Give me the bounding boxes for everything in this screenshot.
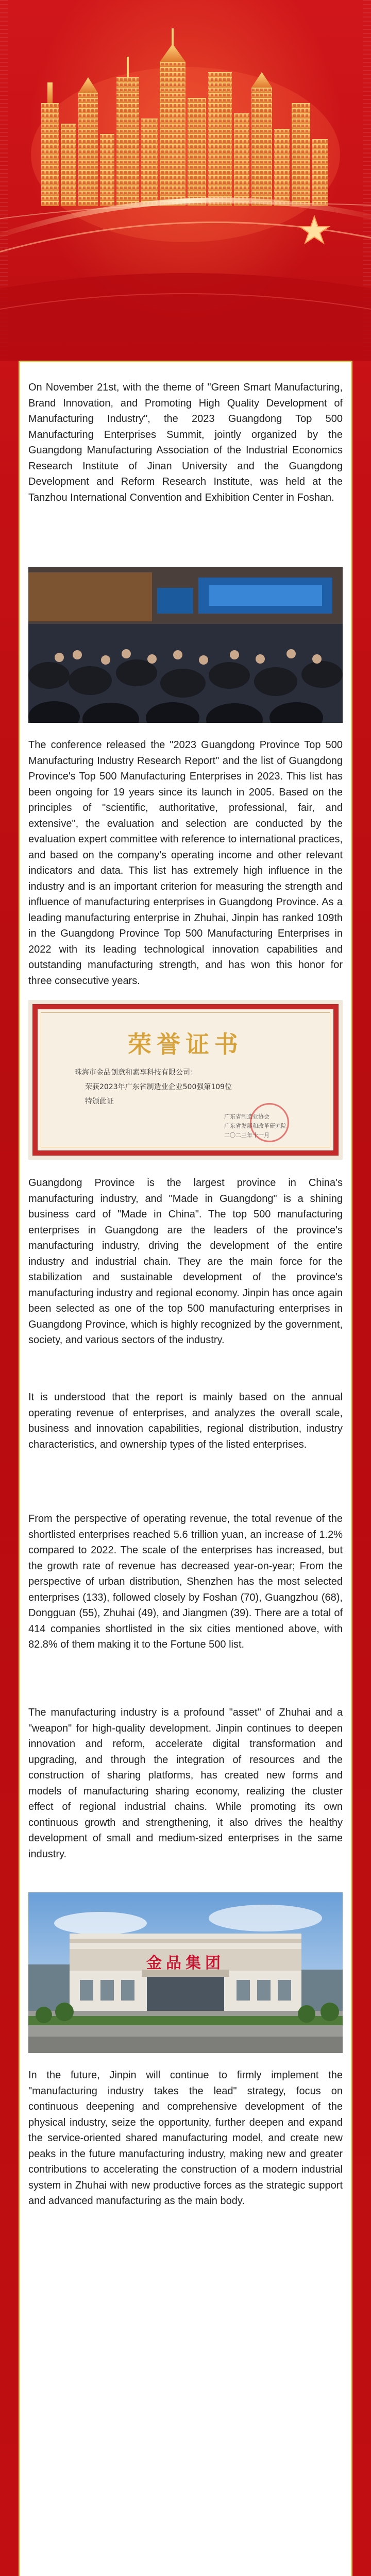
paragraph-report-basis: It is understood that the report is mainly based on the annual operating revenue of enterprises, and analyzes the overall scale, business and innovation capabilities, regional distribution, industry characteristics, and ownership types of the listed enterprises.: [28, 1392, 343, 1450]
header-art: [0, 0, 371, 361]
certificate-line-1: 珠海市金品创意和素享科技有限公司：: [75, 1069, 197, 1077]
building-sign-text: 金品集团: [146, 1954, 225, 1972]
paragraph-guangdong-industry: Guangdong Province is the largest province in China's manufacturing industry, and "Made in Guangdong" is a shining business card of "Made in China". The top 500 manufacturing enterprises in Guangdong are the leaders of the province's manufacturing industry, driving the development of the entire industry and industrial chain. They are the main force for the stabilization and sustainable development of the province's manufacturing industry and regional economy. Jinpin has once again been selected as one of the top 500 manufacturing enterprises in Guangdong Province, which is highly recognized by the government, society, and various sectors of the industry.: [28, 1177, 343, 1346]
paragraph-list-release: The conference released the "2023 Guangdong Province Top 500 Manufacturing Industry Research Report" and the list of Guangdong Province's Top 500 Manufacturing Enterprises in 2023. This list has been ongoing for 19 years since its launch in 2005. Based on the principles of "scientific, authoritative, professional, fair, and extensive", the evaluation and selection are conducted by the evaluation expert committee with reference to international practices, and based on the company's operating income and other relevant indicators and data. This list has extremely high influence in the industry and is an important criterion for measuring the strength and influence of manufacturing enterprises in Guangdong Province. As a leading manufacturing enterprise in Zhuhai, Jinpin has ranked 109th in the Guangdong Province Top 500 Manufacturing Enterprises in 2022 with its leading technological innovation capabilities and outstanding manufacturing strength, and has won this honor for three consecutive years.: [28, 739, 343, 987]
paragraph-zhuhai-manufacturing: The manufacturing industry is a profound "asset" of Zhuhai and a "weapon" for high-quality development. Jinpin continues to deepen innovation and reform, accelerate digital transformation and upgrading, and through the integration of resources and the construction of sharing platforms, has created new forms and models of manufacturing sharing economy, realizing the cluster effect of regional industrial chains. While promoting its own continuous growth and strengthening, it also drives the healthy development of small and medium-sized enterprises in the same industry.: [28, 1707, 343, 1860]
article-card: [19, 361, 352, 2576]
honor-certificate: [28, 1000, 343, 1160]
certificate-line-2: 荣获2023年广东省制造业企业500强第109位: [85, 1083, 232, 1091]
headquarters-photo: [28, 1892, 343, 2053]
certificate-issuer-2: 广东省发展和改革研究院: [224, 1123, 286, 1129]
certificate-issuer-1: 广东省制造业协会: [224, 1113, 269, 1120]
conference-photo: [28, 567, 343, 723]
certificate-title: 荣誉证书: [128, 1030, 243, 1058]
certificate-seal-icon: [250, 1103, 289, 1142]
header-banner: [0, 0, 371, 361]
paragraph-summit-intro: On November 21st, with the theme of "Green Smart Manufacturing, Brand Innovation, and Promoting High Quality Development of Manufacturing Industry", the 2023 Guangdong Top 500 Manufacturing Enterprises Summit, jointly organized by the Guangdong Manufacturing Association of the Industrial Economics Research Institute of Jinan University and the Guangdong Development and Reform Research Institute, was held at the Tanzhou International Convention and Exhibition Center in Foshan.: [28, 382, 343, 503]
paragraph-revenue-distribution: From the perspective of operating revenue, the total revenue of the shortlisted enterprises reached 5.6 trillion yuan, an increase of 1.2% compared to 2022. The scale of the enterprises has increased, but the growth rate of revenue has decreased year-on-year; From the perspective of urban distribution, Shenzhen has the most selected enterprises (133), followed closely by Foshan (70), Guangzhou (68), Dongguan (55), Zhuhai (49), and Jiangmen (39). There are a total of 414 companies shortlisted in the six cities mentioned above, with 82.8% of them making it to the Fortune 500 list.: [28, 1513, 343, 1650]
certificate-line-3: 特颁此证: [85, 1097, 114, 1106]
paragraph-future-strategy: In the future, Jinpin will continue to firmly implement the "manufacturing industry takes the lead" strategy, focus on continuous deepening and comprehensive development of the physical industry, seize the opportunity, further deepen and expand the service-oriented shared manufacturing model, and create new peaks in the future manufacturing industry, making new and greater contributions to accelerating the construction of a modern industrial system in Zhuhai with new productive forces as the strategic support and advanced manufacturing as the main body.: [28, 2070, 343, 2207]
star-icon: [300, 216, 329, 243]
certificate-date: 二〇二三年十一月: [224, 1132, 269, 1139]
